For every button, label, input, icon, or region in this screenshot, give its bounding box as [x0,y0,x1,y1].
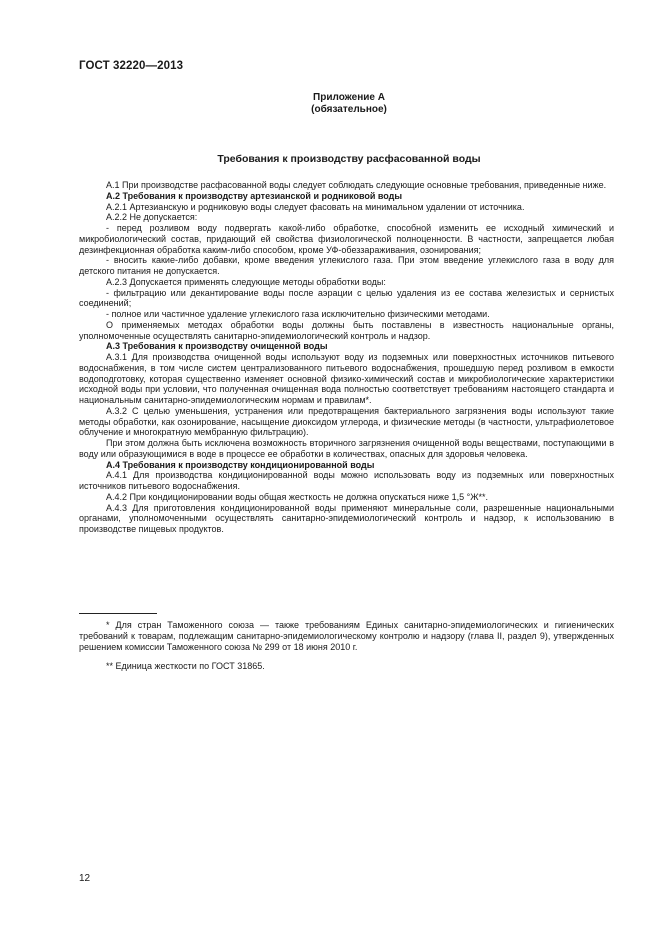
paragraph: А.3.2 С целью уменьшения, устранения или предотвращения бактериального загрязнения воды используют такие методы обработки, как озонирование, насыщение диоксидом углерода, и физические методы (в частности, ультрафиолетовое облучение и многократную мембранную фильтрацию). [79,405,614,438]
body-text [79,180,614,535]
footnote-divider [79,613,157,614]
paragraph: - полное или частичное удаление углекислого газа исключительно физическими методами. [106,309,490,319]
page-number: 12 [79,873,91,884]
footnotes [79,620,614,681]
paragraph: А.1 При производстве расфасованной воды следует соблюдать следующие основные требования, приведенные ниже. [106,180,607,190]
annex-heading [79,92,619,116]
paragraph: А.2.3 Допускается применять следующие методы обработки воды: [106,276,386,287]
annex-status: (обязательное) [311,104,387,115]
paragraph: - перед розливом воду подвергать какой-либо обработке, способной изменить ее исходный химический и микробиологический состав, придающий ей свойства физиологической полноценности. В частности, запрещается любая дезинфекционная обработка каким-либо способом, кроме УФ-обеззараживания, озонирования; [79,223,614,255]
paragraph: О применяемых методах обработки воды должны быть поставлены в известность национальные органы, уполномоченные осуществлять санитарно-эпидемиологический контроль и надзор. [79,319,614,341]
annex-title: Приложение А [313,92,385,103]
paragraph: А.2.2 Не допускается: [106,212,198,223]
page-header: ГОСТ 32220—2013 [79,60,184,72]
section-title: Требования к производству расфасованной воды [217,153,481,165]
subsection-heading: А.3 Требования к производству очищенной воды [106,341,328,352]
paragraph: - вносить какие-либо добавки, кроме введения углекислого газа. При этом введение углекислого газа в воду для детского питания не допускается. [79,255,614,276]
subsection-heading: А.4 Требования к производству кондиционированной воды [106,459,375,470]
footnote: * Для стран Таможенного союза — также требованиям Единых санитарно-эпидемиологических и гигиенических требований к товарам, подлежащим санитарно-эпидемиологическому контролю и надзору (глава II, раздел 9), утвержденных решением комиссии Таможенного союза № 299 от 18 июня 2010 г. [79,620,614,652]
paragraph: А.2.1 Артезианскую и родниковую воды следует фасовать на минимальном удалении от источника. [106,201,525,212]
paragraph: При этом должна быть исключена возможность вторичного загрязнения очищенной воды веществами, поступающими в воду или образующимися в воде в процессе ее обработки в количествах, опасных для здоровья человека. [79,438,614,459]
paragraph: - фильтрацию или декантирование воды после аэрации с целью удаления из ее состава железистых и сернистых соединений; [79,287,614,309]
subsection-heading: А.2 Требования к производству артезианской и родниковой воды [106,190,403,201]
paragraph: А.4.3 Для приготовления кондиционированной воды применяют минеральные соли, разрешенные национальными органами, уполномоченными осуществлять санитарно-эпидемиологический контроль и надзор, к использованию в производстве пищевых продуктов. [79,502,614,534]
paragraph: А.4.2 При кондиционировании воды общая жесткость не должна опускаться ниже 1,5 °Ж**. [106,491,489,502]
footnote: ** Единица жесткости по ГОСТ 31865. [106,661,265,672]
paragraph: А.4.1 Для производства кондиционированной воды можно использовать воду из подземных или поверхностных источников питьевого водоснабжения. [79,470,614,491]
paragraph: А.3.1 Для производства очищенной воды используют воду из подземных или поверхностных источников питьевого водоснабжения, в том числе систем централизованного питьевого водоснабжения, прошедшую перед розливом в емкости водоподготовку, которая существенно изменяет основной физико-химический состав и микробиологические характеристики исходной воды при условии, что полученная очищенная вода полностью соответствует требованиям настоящего стандарта и национальным санитарно-эпидемиологическим нормам и правилам*. [79,352,614,405]
